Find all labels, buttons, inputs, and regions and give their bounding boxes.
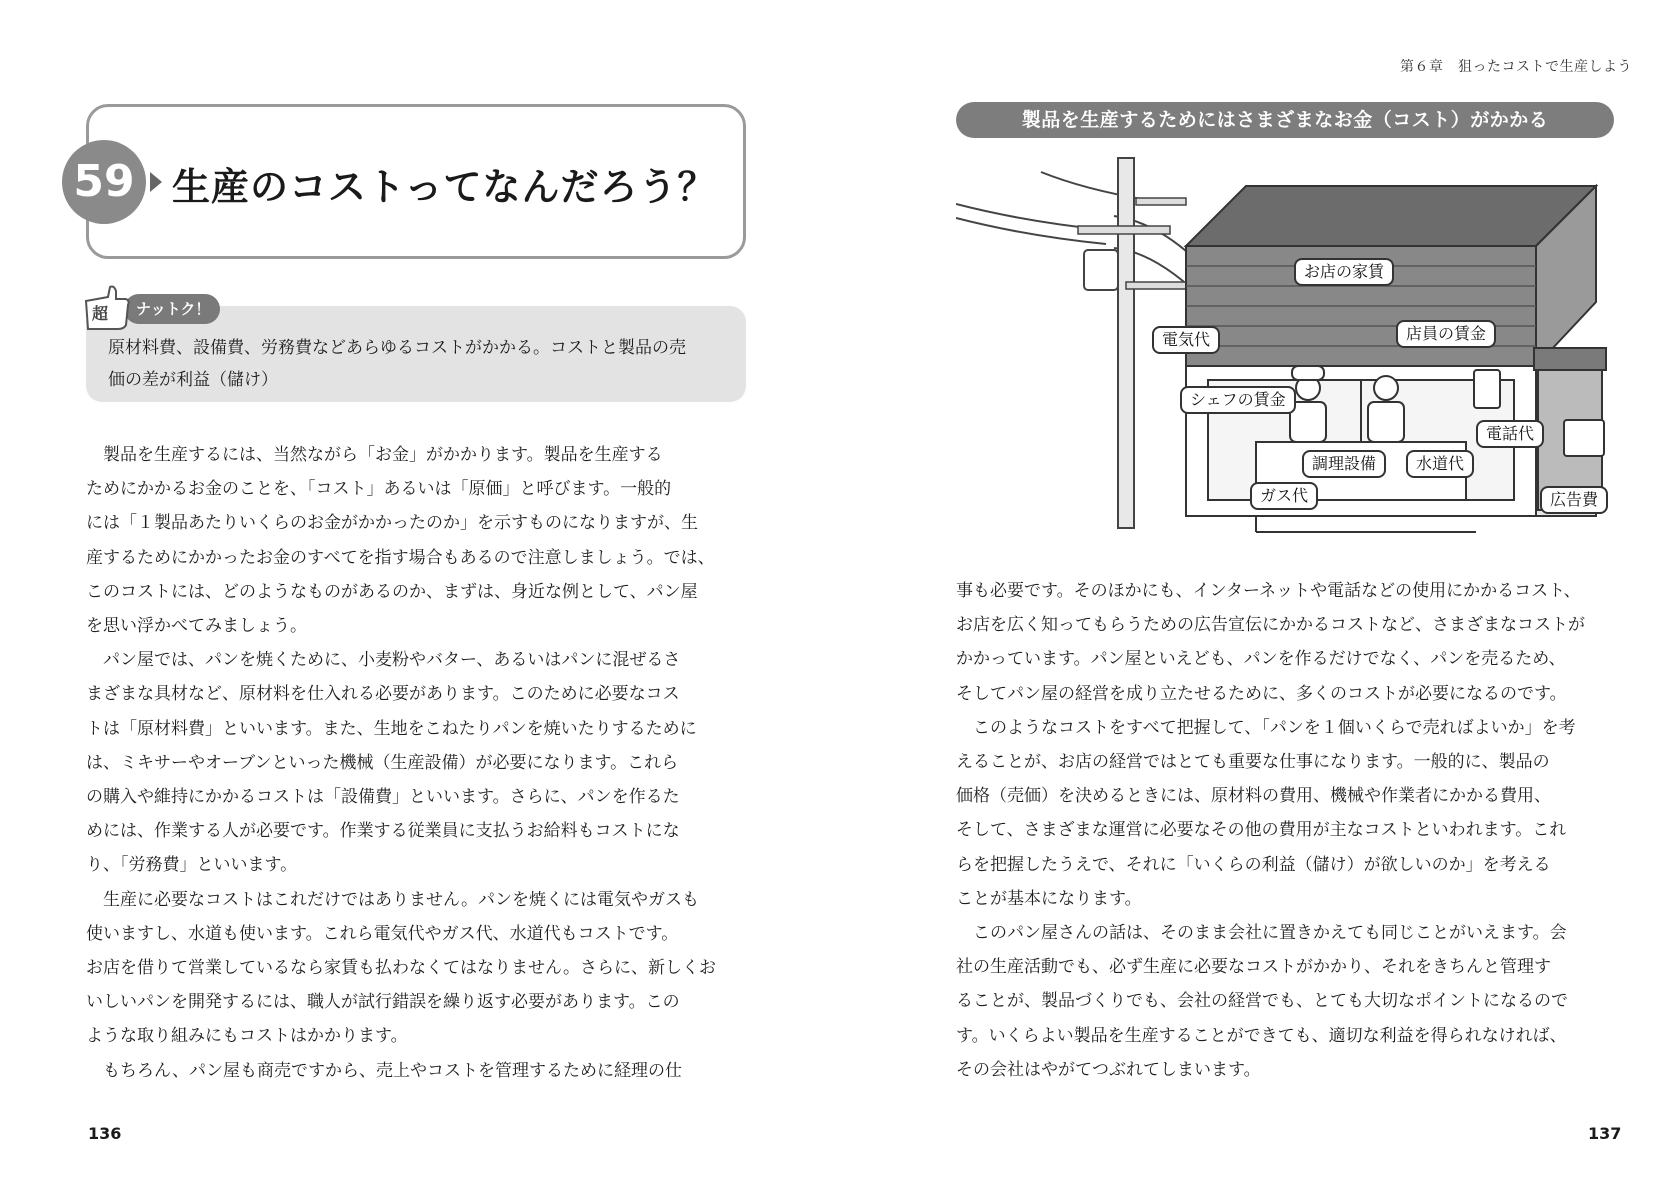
body-line: そして、さまざまな運営に必要なその他の費用が主なコストといわれます。これ [956,820,1567,841]
body-line: えることが、お店の経営ではとても重要な仕事になります。一般的に、製品の [956,752,1550,773]
body-line: そしてパン屋の経営を成り立たせるために、多くのコストが必要になるのです。 [956,683,1567,704]
body-line: ためにかかるお金のことを、「コスト」あるいは「原価」と呼びます。一般的 [86,479,672,500]
label-chef-wage: シェフの賃金 [1180,386,1296,414]
section-heading: 製品を生産するためにはさまざまなお金（コスト）がかかる [956,102,1614,138]
right-body-text [956,574,1628,1087]
triangle-marker-icon [150,172,162,192]
body-line: その会社はやがてつぶれてしまいます。 [956,1059,1261,1080]
body-line: お店を広く知ってもらうための広告宣伝にかかるコストなど、さまざまなコストが [956,615,1585,636]
body-line: の購入や維持にかかるコストは「設備費」といいます。さらに、パンを作るた [86,787,680,808]
label-water: 水道代 [1406,450,1474,478]
body-line: ることが、製品づくりでも、会社の経営でも、とても大切なポイントになるので [956,991,1568,1012]
body-line: は、ミキサーやオーブンといった機械（生産設備）が必要になります。これら [86,752,679,773]
left-body-text [86,438,758,1088]
body-line: 事も必要です。そのほかにも、インターネットや電話などの使用にかかるコスト、 [956,581,1581,601]
body-line: トは「原材料費」といいます。また、生地をこねたりパンを焼いたりするために [86,718,697,739]
trivia-line: 原材料費、設備費、労務費などあらゆるコストがかかる。コストと製品の売 [108,338,686,358]
section-number-badge: 59 [62,140,146,224]
body-line: いしいパンを開発するには、職人が試行錯誤を繰り返す必要があります。この [86,992,680,1013]
body-line: ような取り組みにもコストはかかります。 [86,1026,408,1047]
running-head: 第６章 狙ったコストで生産しよう [1400,59,1632,75]
body-line: 使いますし、水道も使います。これら電気代やガス代、水道代もコストです。 [86,923,679,944]
body-line: このコストには、どのようなものがあるのか、まずは、身近な例として、パン屋 [86,581,698,602]
body-line: 社の生産活動でも、必ず生産に必要なコストがかかり、それをきちんと管理す [956,957,1551,978]
bakery-drawing [956,152,1616,537]
body-line: このようなコストをすべて把握して、「パンを１個いくらで売ればよいか」を考 [956,717,1576,738]
body-line: り、「労務費」といいます。 [86,855,298,876]
page-number-left: 136 [88,1124,122,1143]
label-electricity: 電気代 [1152,326,1220,354]
label-cooking-equipment: 調理設備 [1302,450,1386,478]
trivia-tab: ナットク！ [124,294,220,324]
label-phone: 電話代 [1476,420,1544,448]
page-number-right: 137 [1588,1124,1622,1143]
body-line: パン屋では、パンを焼くために、小麦粉やバター、あるいはパンに混ぜるさ [86,650,681,671]
body-line: 生産に必要なコストはこれだけではありません。パンを焼くには電気やガスも [86,889,700,910]
body-line: お店を借りて営業しているなら家賃も払わなくてはなりません。さらに、新しくお [86,958,717,979]
body-line: 製品を生産するには、当然ながら「お金」がかかります。製品を生産する [86,445,663,465]
body-line: もちろん、パン屋も商売ですから、売上やコストを管理するために経理の仕 [86,1060,683,1081]
body-line: 産するためにかかったお金のすべてを指す場合もあるので注意しましょう。では、 [86,547,715,568]
trivia-line: 価の差が利益（儲け） [108,370,278,390]
body-line: らを把握したうえで、それに「いくらの利益（儲け）が欲しいのか」を考える [956,854,1551,875]
body-line: めには、作業する人が必要です。作業する従業員に支払うお給料もコストにな [86,821,680,842]
bakery-illustration [956,152,1616,537]
body-line: 価格（売価）を決めるときには、原材料の費用、機械や作業者にかかる費用、 [956,786,1551,807]
body-line: には「１製品あたりいくらのお金がかかったのか」を示すものになりますが、生 [86,513,698,534]
label-advertising: 広告費 [1540,486,1608,514]
body-line: かかっています。パン屋といえども、パンを作るだけでなく、パンを売るため、 [956,649,1566,670]
label-gas: ガス代 [1250,482,1318,510]
body-line: このパン屋さんの話は、そのまま会社に置きかえても同じことがいえます。会 [956,923,1567,944]
body-line: を思い浮かべてみましょう。 [86,616,307,637]
label-rent: お店の家賃 [1294,258,1394,286]
trivia-icon-label: 超 [92,304,109,323]
thumbs-up-icon [80,285,130,331]
body-line: す。いくらよい製品を生産することができても、適切な利益を得られなければ、 [956,1025,1567,1046]
body-line: まざまな具材など、原材料を仕入れる必要があります。このために必要なコス [86,684,680,705]
label-staff-wage: 店員の賃金 [1396,320,1496,348]
page-title: 生産のコストってなんだろう？ [172,165,717,209]
body-line: ことが基本になります。 [956,888,1142,909]
